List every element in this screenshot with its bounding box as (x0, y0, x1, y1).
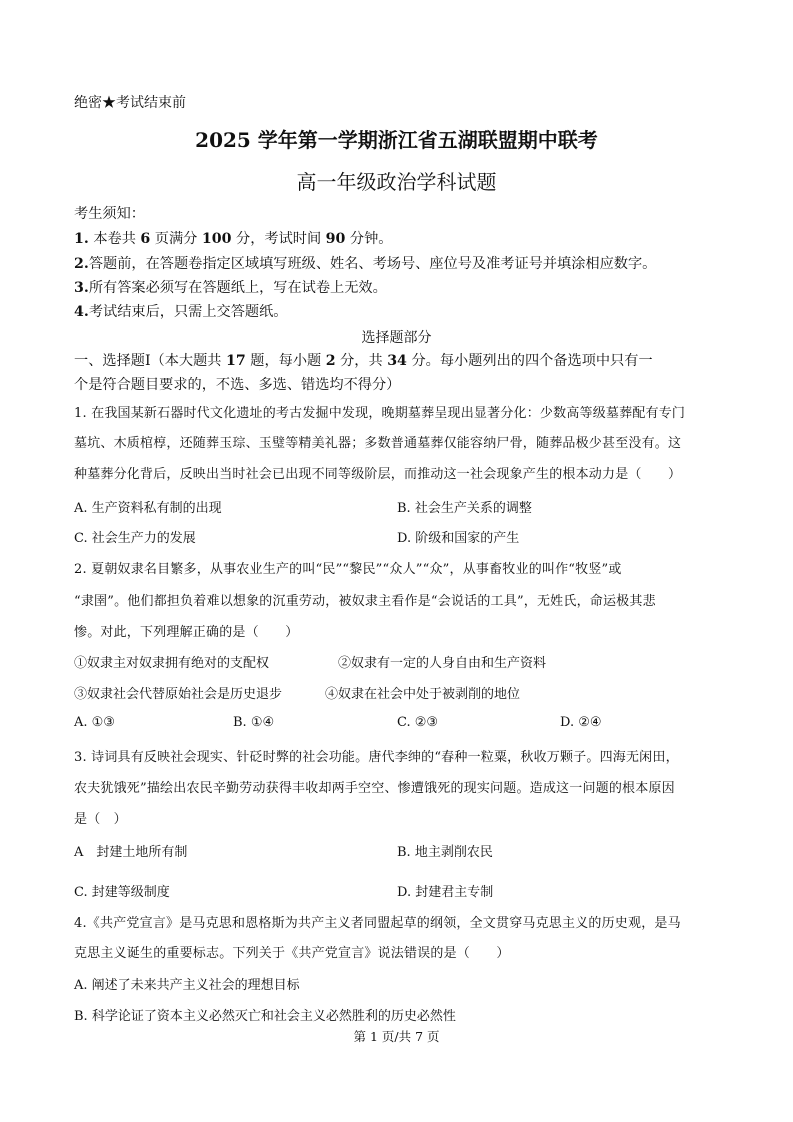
q3-stem-line-2: 农夫犹饿死”描绘出农民辛勤劳动获得丰收却两手空空、惨遭饿死的现实问题。造成这一问题的根本原因 (74, 781, 675, 796)
exam-title (0, 124, 793, 153)
q2-option-d: D. ②④ (560, 715, 602, 730)
notice-1-g: 分钟。 (345, 231, 393, 247)
q3-option-c: C. 封建等级制度 (74, 885, 170, 900)
confidential-label: 绝密★考试结束前 (74, 95, 186, 111)
q2-stem-line-3: 惨。对此，下列理解正确的是（ ） (74, 625, 299, 640)
notice-3-text: 所有答案必须写在答题纸上，写在试卷上无效。 (88, 280, 387, 296)
notice-1-e: 分，考试时间 (231, 231, 326, 247)
notice-1-score: 100 (201, 231, 232, 247)
q1-stem-line-3: 种墓葬分化背后，反映出当时社会已出现不同等级阶层，而推动这一社会现象产生的根本动力是（ ） (74, 467, 682, 482)
q2-stem-line-2: “隶圉”。他们都担负着难以想象的沉重劳动，被奴隶主看作是“会说话的工具”，无姓氏，命运极其悲 (74, 594, 656, 609)
q3-stem-line-3: 是（ ） (74, 812, 127, 827)
notice-heading: 考生须知： (74, 206, 145, 222)
notice-4-num: 4. (74, 304, 89, 320)
page-number: 第 1 页/共 7 页 (353, 1029, 440, 1044)
notice-1-num: 1. (74, 231, 89, 247)
instr-total: 34 (387, 353, 407, 369)
instr-g: 分。每小题列出的四个备选项中只有一 (406, 353, 653, 369)
notice-1-c: 页满分 (150, 231, 202, 247)
instr-count: 17 (226, 353, 246, 369)
q4-stem-line-2: 克思主义诞生的重要标志。下列关于《共产党宣言》说法错误的是（ ） (74, 946, 510, 961)
exam-title-text: 学年第一学期浙江省五湖联盟期中联考 (250, 128, 598, 152)
q1-stem-line-1: 1. 在我国某新石器时代文化遗址的考古发掘中发现，晚期墓葬呈现出显著分化：少数高等级墓葬配有专门 (74, 406, 686, 421)
instr-c: 题，每小题 (245, 353, 326, 369)
q4-option-a: A. 阐述了未来共产主义社会的理想目标 (74, 978, 300, 993)
notice-3-num: 3. (74, 280, 89, 296)
q2-statement-1: ①奴隶主对奴隶拥有绝对的支配权 (74, 656, 270, 671)
q2-statement-2: ②奴隶有一定的人身自由和生产资料 (338, 656, 547, 671)
q4-option-b: B. 科学论证了资本主义必然灭亡和社会主义必然胜利的历史必然性 (74, 1009, 456, 1024)
notice-item-3 (74, 277, 387, 297)
q1-option-d: D. 阶级和国家的产生 (397, 531, 520, 546)
section-title: 选择题部分 (361, 330, 432, 346)
q2-statement-3: ③奴隶社会代替原始社会是历史退步 (74, 687, 283, 702)
q2-stem-line-1: 2. 夏朝奴隶名目繁多，从事农业生产的叫“民”“黎民”“众人”“众”，从事畜牧业的叫作“牧竖”或 (74, 562, 622, 577)
q2-statement-4: ④奴隶在社会中处于被剥削的地位 (325, 687, 521, 702)
q2-option-a: A. ①③ (74, 715, 115, 730)
q3-stem-line-1: 3. 诗词具有反映社会现实、针砭时弊的社会功能。唐代李绅的“春种一粒粟，秋收万颗子。四海无闲田， (74, 750, 679, 765)
q3-option-a: A 封建土地所有制 (74, 845, 188, 860)
instr-per: 2 (325, 353, 336, 369)
notice-item-4 (74, 301, 287, 321)
q2-option-c: C. ②③ (397, 715, 439, 730)
q1-option-a: A. 生产资料私有制的出现 (74, 501, 222, 516)
q3-option-b: B. 地主剥削农民 (397, 845, 493, 860)
q1-stem-line-2: 墓坑、木质棺椁，还随葬玉琮、玉璧等精美礼器；多数普通墓葬仅能容纳尸骨，随葬品极少甚至没有。这 (74, 436, 682, 451)
notice-item-2 (74, 253, 656, 273)
notice-1-minutes: 90 (325, 231, 346, 247)
notice-1-a: 本卷共 (88, 231, 141, 247)
section-instructions-line-2: 个是符合题目要求的，不选、多选、错选均不得分） (74, 377, 401, 393)
instr-a: 一、选择题Ⅰ（本大题共 (74, 353, 226, 369)
q2-option-b: B. ①④ (233, 715, 275, 730)
q1-option-c: C. 社会生产力的发展 (74, 531, 196, 546)
notice-2-text: 答题前，在答题卷指定区域填写班级、姓名、考场号、座位号及准考证号并填涂相应数字。 (88, 256, 657, 272)
q4-stem-line-1: 4.《共产党宣言》是马克思和恩格斯为共产主义者同盟起草的纲领，全文贯穿马克思主义的历史观，是马 (74, 916, 681, 931)
notice-2-num: 2. (74, 256, 89, 272)
q1-option-b: B. 社会生产关系的调整 (397, 501, 532, 516)
exam-subtitle: 高一年级政治学科试题 (296, 170, 497, 194)
instr-e: 分，共 (335, 353, 388, 369)
notice-1-pages: 6 (140, 231, 151, 247)
q3-option-d: D. 封建君主专制 (397, 885, 494, 900)
exam-year: 2025 (195, 128, 251, 152)
notice-item-1 (74, 228, 392, 248)
notice-4-text: 考试结束后，只需上交答题纸。 (88, 304, 288, 320)
section-instructions-line-1 (74, 350, 653, 370)
